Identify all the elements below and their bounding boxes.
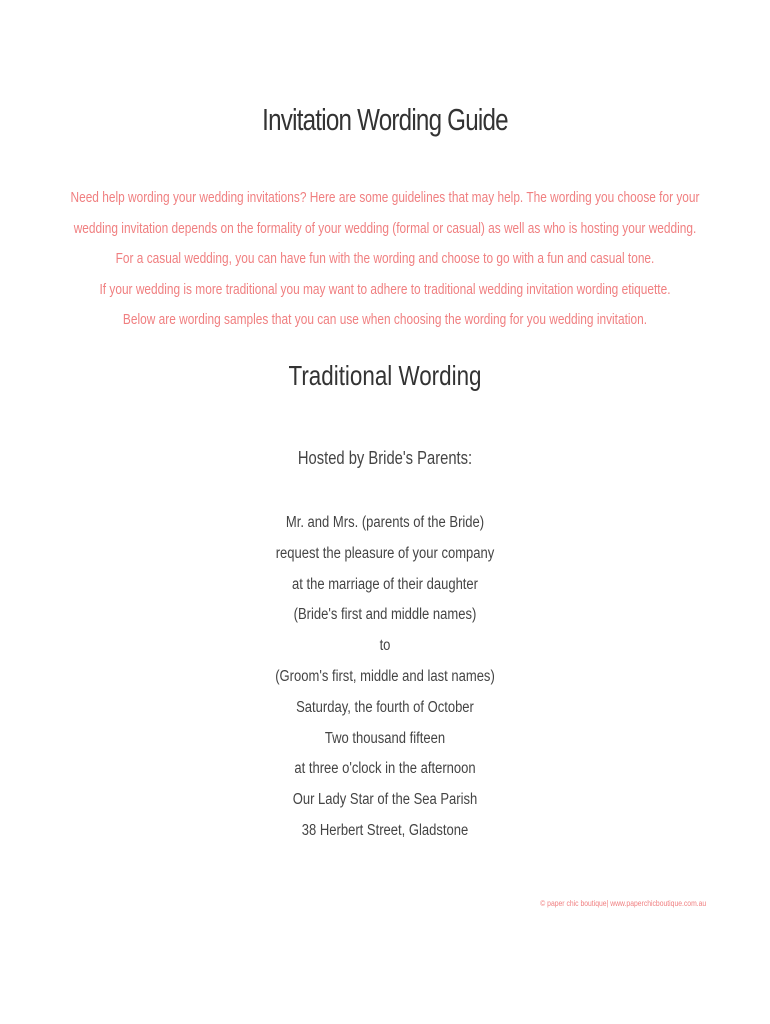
section-heading: Traditional Wording — [288, 360, 482, 391]
intro-line: For a casual wedding, you can have fun with the wording and choose to go with a fun and casual tone. — [115, 251, 655, 267]
wording-line: 38 Herbert Street, Gladstone — [301, 821, 469, 839]
intro-line: wedding invitation depends on the formality of your wedding (formal or casual) as well as who is hosting your wedding. — [73, 220, 697, 237]
intro-paragraph — [0, 183, 770, 336]
wording-line: at three o'clock in the afternoon — [294, 760, 476, 778]
footer-copyright: © paper chic boutique| www.paperchicboutique.com.au — [540, 899, 706, 908]
wording-line: Two thousand fifteen — [324, 729, 446, 747]
wording-line: request the pleasure of your company — [275, 544, 495, 562]
intro-line: If your wedding is more traditional you may want to adhere to traditional wedding invitation wording etiquette. — [99, 281, 671, 298]
wording-line: Saturday, the fourth of October — [296, 698, 474, 716]
wording-line: Mr. and Mrs. (parents of the Bride) — [285, 514, 485, 531]
host-heading: Hosted by Bride's Parents: — [297, 448, 473, 468]
wording-line: (Groom's first, middle and last names) — [275, 667, 495, 685]
wording-line: to — [379, 637, 391, 655]
intro-line: Need help wording your wedding invitations? Here are some guidelines that may help. The wording you choose for your — [70, 190, 700, 206]
wording-sample — [0, 508, 770, 847]
intro-line: Below are wording samples that you can use when choosing the wording for you wedding invitation. — [122, 312, 648, 328]
wording-line: (Bride's first and middle names) — [293, 606, 477, 624]
wording-line: at the marriage of their daughter — [291, 575, 479, 593]
page-title: Invitation Wording Guide — [262, 102, 508, 137]
wording-line: Our Lady Star of the Sea Parish — [292, 791, 478, 809]
